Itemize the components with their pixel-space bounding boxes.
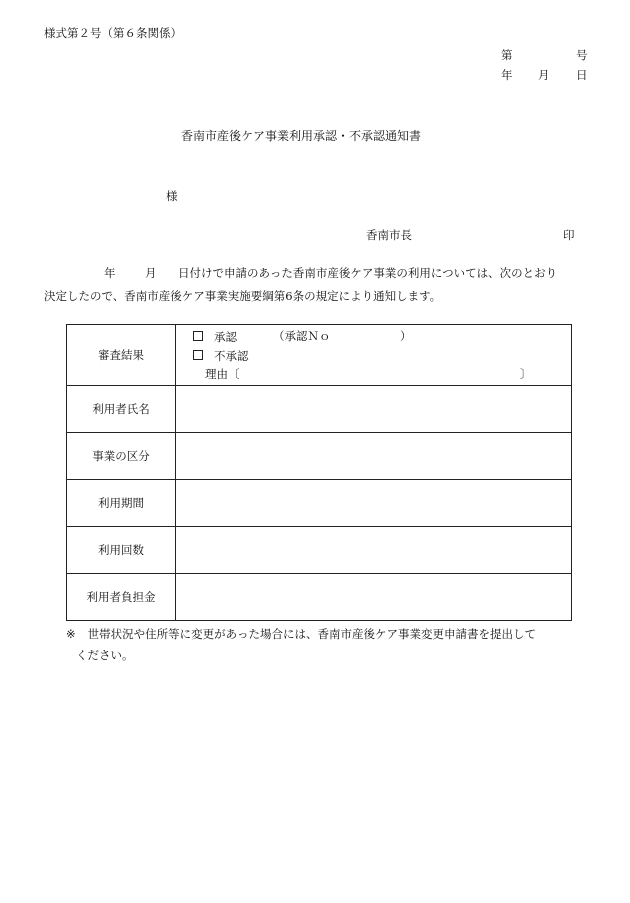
table-row-user-name bbox=[67, 386, 572, 433]
service-category-value[interactable] bbox=[176, 433, 572, 480]
reason-label: 理由〔 bbox=[205, 367, 240, 381]
approval-number-close: ） bbox=[400, 329, 412, 343]
note-mark: ※ bbox=[66, 627, 76, 641]
table-row-usage-period bbox=[67, 480, 572, 527]
body-month-label: 月 bbox=[145, 266, 157, 280]
decision-table bbox=[66, 324, 572, 621]
seal-mark: 印 bbox=[563, 228, 575, 242]
recipient-honorific: 様 bbox=[166, 189, 178, 203]
date-year-label: 年 bbox=[501, 68, 513, 82]
usage-count-label: 利用回数 bbox=[67, 527, 176, 574]
approve-option[interactable] bbox=[193, 331, 237, 344]
table-row-review-result bbox=[67, 325, 572, 386]
body-year-label: 年 bbox=[104, 266, 116, 280]
review-result-value bbox=[176, 325, 572, 386]
reject-checkbox-icon[interactable] bbox=[193, 350, 203, 360]
body-text-line2: 決定したので、香南市産後ケア事業実施要綱第6条の規定により通知します。 bbox=[44, 289, 442, 303]
user-fee-value[interactable] bbox=[176, 574, 572, 621]
approve-checkbox-icon[interactable] bbox=[193, 331, 203, 341]
user-fee-label: 利用者負担金 bbox=[67, 574, 176, 621]
reject-option[interactable] bbox=[193, 350, 249, 363]
table-row-service-category bbox=[67, 433, 572, 480]
issuer-title: 香南市長 bbox=[366, 228, 412, 242]
table-row-user-fee bbox=[67, 574, 572, 621]
user-name-label: 利用者氏名 bbox=[67, 386, 176, 433]
approve-label: 承認 bbox=[214, 330, 237, 344]
note-text-line1: 世帯状況や住所等に変更があった場合には、香南市産後ケア事業変更申請書を提出して bbox=[87, 627, 537, 641]
review-result-label: 審査結果 bbox=[67, 325, 176, 386]
usage-period-label: 利用期間 bbox=[67, 480, 176, 527]
document-number-suffix: 号 bbox=[576, 48, 588, 62]
user-name-value[interactable] bbox=[176, 386, 572, 433]
note-text-line2: ください。 bbox=[76, 648, 134, 662]
approval-number-label: （承認Ｎｏ bbox=[273, 329, 331, 343]
table-row-usage-count bbox=[67, 527, 572, 574]
document-title: 香南市産後ケア事業利用承認・不承認通知書 bbox=[181, 129, 422, 143]
usage-period-value[interactable] bbox=[176, 480, 572, 527]
form-number-label: 様式第２号（第６条関係） bbox=[44, 26, 182, 40]
reason-close-bracket: 〕 bbox=[520, 367, 532, 381]
usage-count-value[interactable] bbox=[176, 527, 572, 574]
date-month-label: 月 bbox=[538, 68, 550, 82]
reject-label: 不承認 bbox=[214, 349, 249, 363]
body-text-line1: 日付けで申請のあった香南市産後ケア事業の利用については、次のとおり bbox=[178, 266, 558, 280]
note-line1 bbox=[66, 629, 536, 641]
date-day-label: 日 bbox=[576, 68, 588, 82]
document-number-prefix: 第 bbox=[501, 48, 513, 62]
service-category-label: 事業の区分 bbox=[67, 433, 176, 480]
